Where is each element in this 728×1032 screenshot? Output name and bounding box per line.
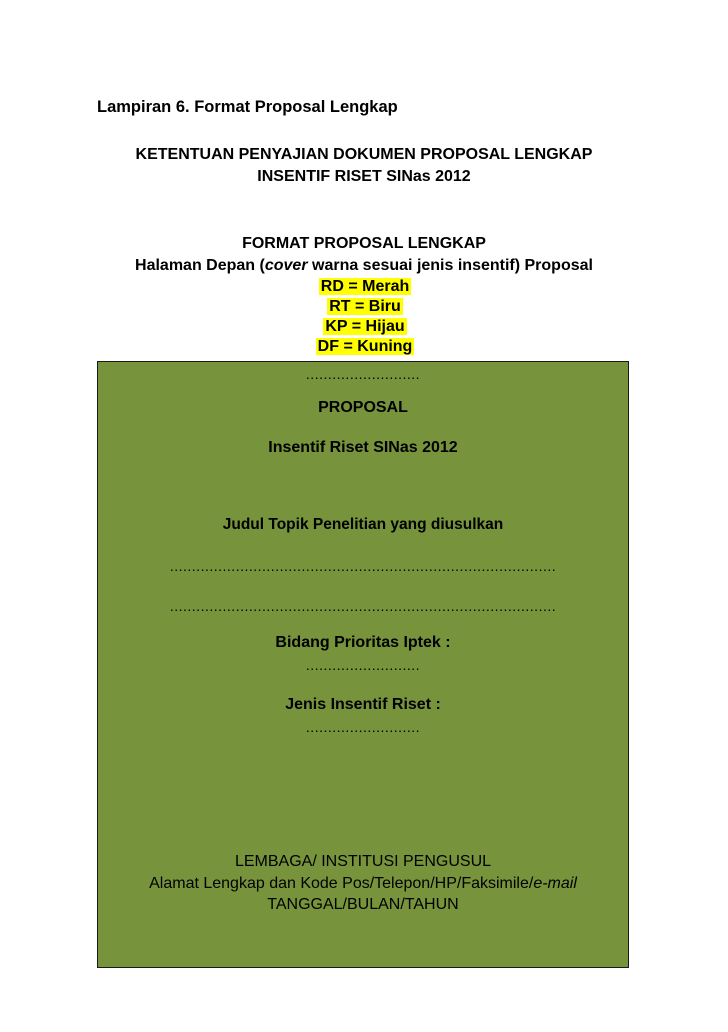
color-code-kp — [300, 317, 430, 337]
cover-topic-dots-line2: ........................................................................................ — [169, 598, 557, 614]
cover-date-label: TANGGAL/BULAN/TAHUN — [267, 896, 459, 913]
format-title: FORMAT PROPOSAL LENGKAP — [242, 235, 486, 252]
color-code-rt-text: RT = Biru — [329, 298, 401, 315]
cover-insentif-title: Insentif Riset SINas 2012 — [268, 439, 458, 456]
cover-desc-prefix: Halaman Depan ( — [135, 257, 265, 274]
cover-institution-label: LEMBAGA/ INSTITUSI PENGUSUL — [234, 853, 492, 870]
cover-proposal-title: PROPOSAL — [318, 399, 408, 416]
cover-desc-italic: cover — [264, 257, 308, 274]
rules-heading-line2: INSENTIF RISET SINas 2012 — [257, 168, 471, 185]
cover-research-topic-label: Judul Topik Penelitian yang diusulkan — [222, 516, 504, 533]
cover-incentive-type-dots: .......................... — [305, 719, 421, 735]
attachment-title: Lampiran 6. Format Proposal Lengkap — [97, 98, 398, 116]
cover-address-email: e-mail — [533, 875, 577, 892]
color-code-rt — [300, 297, 430, 317]
cover-incentive-type-label: Jenis Insentif Riset : — [285, 696, 441, 713]
cover-priority-field-label: Bidang Prioritas Iptek : — [275, 634, 451, 651]
color-code-df — [300, 337, 430, 357]
cover-page-description — [0, 256, 728, 276]
cover-address-line — [98, 874, 628, 894]
cover-desc-suffix: warna sesuai jenis insentif) Proposal — [307, 257, 593, 274]
rules-heading-line1: KETENTUAN PENYAJIAN DOKUMEN PROPOSAL LENGKAP — [135, 146, 593, 163]
cover-dots-top: .......................... — [305, 366, 421, 382]
cover-page-box — [97, 361, 629, 968]
cover-topic-dots-line1: ........................................................................................ — [169, 558, 557, 574]
color-code-kp-text: KP = Hijau — [325, 318, 405, 335]
color-code-df-text: DF = Kuning — [317, 338, 413, 355]
cover-address-prefix: Alamat Lengkap dan Kode Pos/Telepon/HP/Faksimile/ — [149, 875, 534, 892]
color-code-rd — [300, 277, 430, 297]
cover-priority-field-dots: .......................... — [305, 657, 421, 673]
color-code-rd-text: RD = Merah — [320, 278, 410, 295]
